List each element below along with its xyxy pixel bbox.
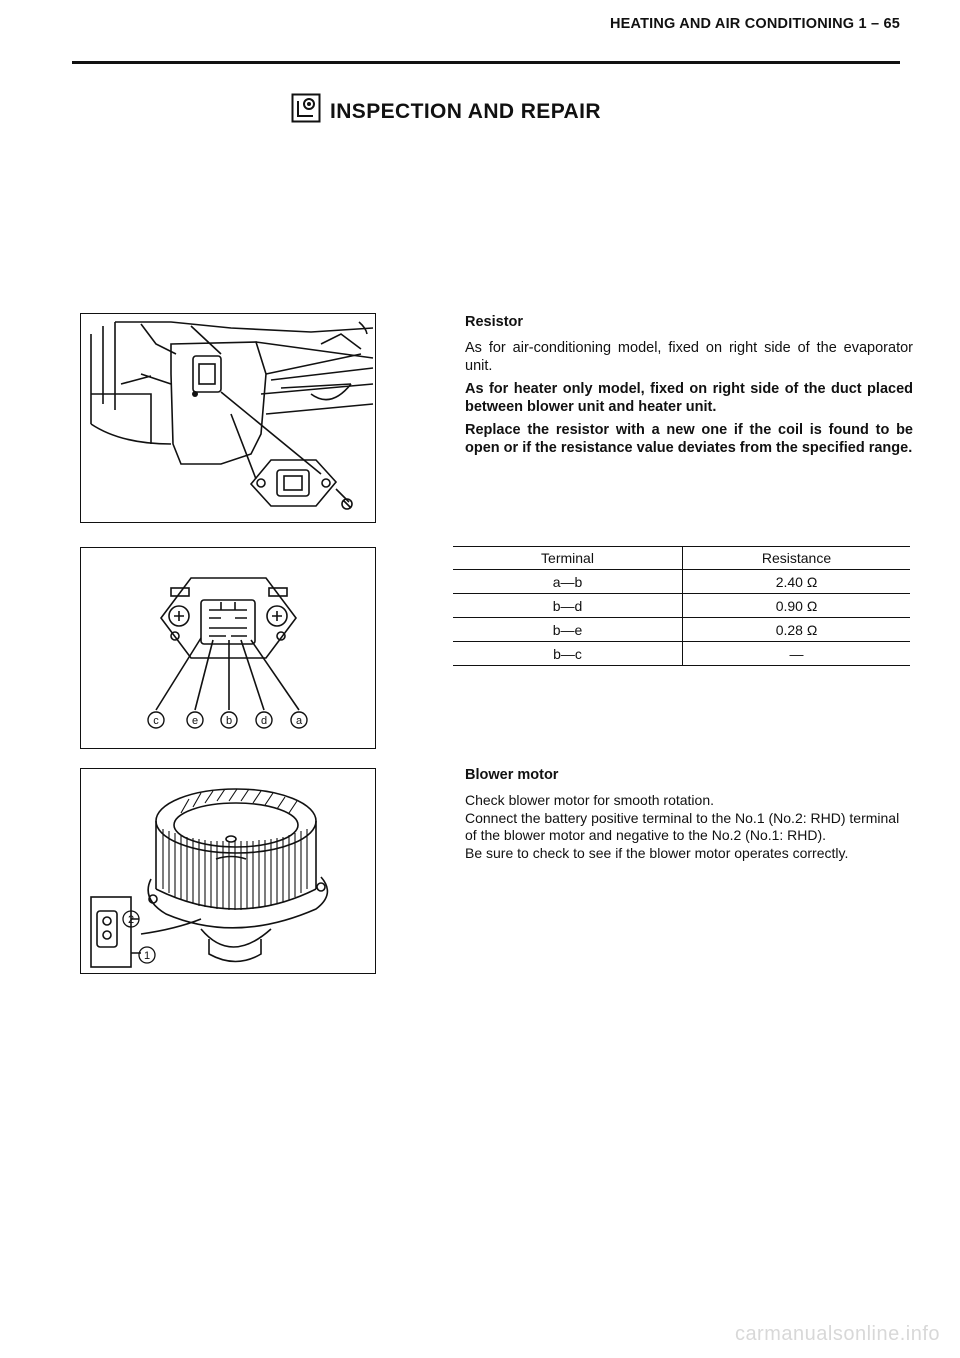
terminal-label-a: a xyxy=(295,715,303,727)
resistor-terminal-figure xyxy=(80,547,376,749)
inspection-icon xyxy=(291,93,321,123)
table-cell-resistance: 0.28 Ω xyxy=(683,618,911,642)
resistor-heading: Resistor xyxy=(465,314,524,330)
table-header-terminal: Terminal xyxy=(453,547,683,570)
table-row xyxy=(453,618,910,642)
table-cell-resistance: 0.90 Ω xyxy=(683,594,911,618)
table-row xyxy=(453,594,910,618)
watermark: carmanualsonline.info xyxy=(734,1323,940,1345)
blower-line: Check blower motor for smooth rotation. xyxy=(465,792,714,808)
section-title: INSPECTION AND REPAIR xyxy=(330,100,601,123)
header-rule xyxy=(72,61,900,64)
resistor-section xyxy=(465,314,913,462)
table-row xyxy=(453,570,910,594)
resistor-location-figure xyxy=(80,313,376,523)
resistance-table xyxy=(453,546,910,666)
blower-heading: Blower motor xyxy=(465,767,559,783)
blower-terminal-label-2: 2 xyxy=(127,914,135,926)
blower-terminal-label-1: 1 xyxy=(143,950,151,962)
resistor-paragraph: As for air-conditioning model, fixed on right side of the evaporator unit. xyxy=(465,340,913,374)
table-cell-terminal: b—d xyxy=(453,594,683,618)
table-cell-resistance: — xyxy=(683,642,911,666)
table-row xyxy=(453,642,910,666)
blower-line: Connect the battery positive terminal to the No.1 (No.2: RHD) terminal of the blower motor and negative to the No.2 (No.1: RHD). xyxy=(465,809,900,843)
blower-line: Be sure to check to see if the blower motor operates correctly. xyxy=(465,844,849,861)
terminal-label-b: b xyxy=(225,715,233,727)
table-cell-terminal: b—c xyxy=(453,642,683,666)
blower-motor-section xyxy=(465,767,913,862)
table-cell-resistance: 2.40 Ω xyxy=(683,570,911,594)
running-head: HEATING AND AIR CONDITIONING 1 – 65 xyxy=(609,16,900,32)
table-cell-terminal: a—b xyxy=(453,570,683,594)
resistor-paragraph: As for heater only model, fixed on right side of the duct placed between blower unit and heater unit. xyxy=(465,381,913,415)
table-cell-terminal: b—e xyxy=(453,618,683,642)
resistor-paragraph: Replace the resistor with a new one if the coil is found to be open or if the resistance value deviates from the specified range. xyxy=(465,422,913,456)
terminal-label-c: c xyxy=(153,715,159,727)
table-header-resistance: Resistance xyxy=(683,547,911,570)
terminal-label-e: e xyxy=(191,715,199,727)
table-header-row xyxy=(453,547,910,570)
terminal-label-d: d xyxy=(260,715,268,727)
blower-motor-figure xyxy=(80,768,376,974)
